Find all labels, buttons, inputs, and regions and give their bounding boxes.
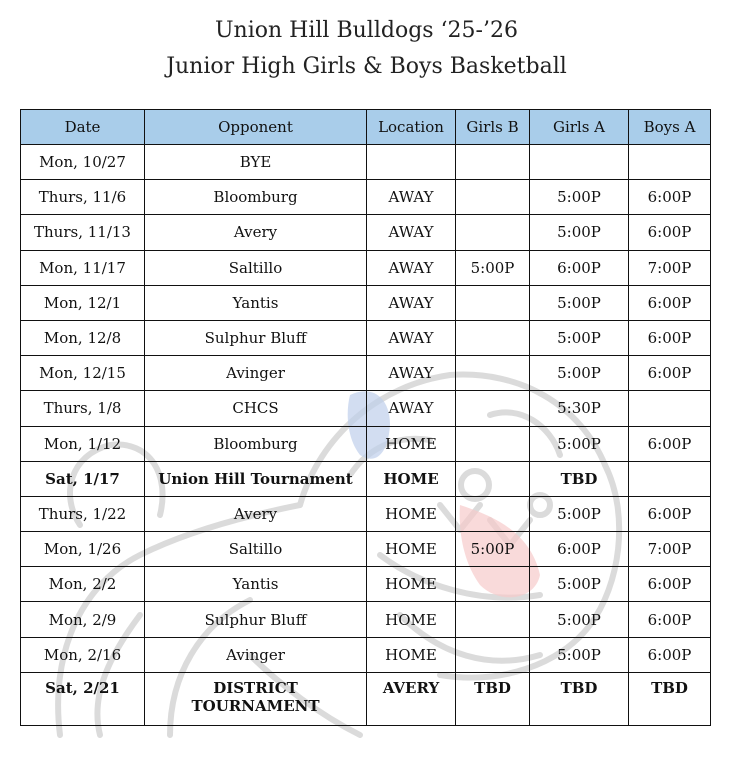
cell-boys-a: 6:00P xyxy=(629,320,711,355)
cell-girls-b xyxy=(456,426,530,461)
cell-location: HOME xyxy=(367,602,456,637)
cell-girls-b xyxy=(456,145,530,180)
cell-opponent: Bloomburg xyxy=(145,180,367,215)
cell-girls-b xyxy=(456,215,530,250)
cell-date: Thurs, 1/22 xyxy=(21,496,145,531)
cell-opponent: Yantis xyxy=(145,567,367,602)
cell-girls-a: 5:00P xyxy=(530,180,629,215)
cell-date: Thurs, 11/6 xyxy=(21,180,145,215)
cell-date: Mon, 12/8 xyxy=(21,320,145,355)
cell-girls-b xyxy=(456,567,530,602)
header-opponent: Opponent xyxy=(145,110,367,145)
cell-date: Sat, 1/17 xyxy=(21,461,145,496)
table-header-row xyxy=(21,110,711,145)
schedule-table xyxy=(20,109,711,726)
cell-location: AWAY xyxy=(367,180,456,215)
cell-date: Thurs, 11/13 xyxy=(21,215,145,250)
cell-girls-a: 5:30P xyxy=(530,391,629,426)
header-location: Location xyxy=(367,110,456,145)
cell-girls-b: 5:00P xyxy=(456,250,530,285)
cell-location: HOME xyxy=(367,567,456,602)
cell-opponent: Avery xyxy=(145,215,367,250)
cell-boys-a: 6:00P xyxy=(629,496,711,531)
cell-boys-a: 6:00P xyxy=(629,285,711,320)
cell-opponent: CHCS xyxy=(145,391,367,426)
cell-location xyxy=(367,145,456,180)
cell-boys-a: 6:00P xyxy=(629,567,711,602)
cell-opponent: Yantis xyxy=(145,285,367,320)
cell-girls-b xyxy=(456,356,530,391)
table-row-highlight xyxy=(21,672,711,725)
table-row xyxy=(21,215,711,250)
cell-girls-a xyxy=(530,145,629,180)
cell-opponent: Avinger xyxy=(145,356,367,391)
cell-opponent: Sulphur Bluff xyxy=(145,602,367,637)
cell-girls-b xyxy=(456,602,530,637)
cell-boys-a: TBD xyxy=(629,672,711,725)
header-girls-a: Girls A xyxy=(530,110,629,145)
cell-boys-a xyxy=(629,461,711,496)
cell-opponent: Saltillo xyxy=(145,250,367,285)
cell-boys-a: 6:00P xyxy=(629,180,711,215)
cell-date: Mon, 12/15 xyxy=(21,356,145,391)
cell-date: Mon, 1/26 xyxy=(21,532,145,567)
cell-girls-b xyxy=(456,285,530,320)
cell-boys-a: 6:00P xyxy=(629,426,711,461)
cell-boys-a: 6:00P xyxy=(629,215,711,250)
cell-girls-a: 5:00P xyxy=(530,285,629,320)
cell-location: AWAY xyxy=(367,356,456,391)
cell-girls-b xyxy=(456,461,530,496)
page-title: Union Hill Bulldogs ‘25-’26 xyxy=(215,18,518,43)
cell-girls-a: 5:00P xyxy=(530,637,629,672)
cell-girls-a: 6:00P xyxy=(530,532,629,567)
cell-location: HOME xyxy=(367,461,456,496)
cell-boys-a xyxy=(629,145,711,180)
cell-girls-b xyxy=(456,496,530,531)
table-row xyxy=(21,391,711,426)
cell-girls-b: TBD xyxy=(456,672,530,725)
cell-location: AWAY xyxy=(367,320,456,355)
cell-girls-a: TBD xyxy=(530,672,629,725)
cell-girls-a: 5:00P xyxy=(530,602,629,637)
table-row xyxy=(21,180,711,215)
table-row xyxy=(21,145,711,180)
cell-opponent: DISTRICT TOURNAMENT xyxy=(145,672,367,725)
cell-girls-a: 5:00P xyxy=(530,567,629,602)
table-row xyxy=(21,320,711,355)
cell-location: AWAY xyxy=(367,215,456,250)
cell-girls-b: 5:00P xyxy=(456,532,530,567)
table-row xyxy=(21,532,711,567)
cell-girls-b xyxy=(456,180,530,215)
cell-opponent: Union Hill Tournament xyxy=(145,461,367,496)
cell-girls-b xyxy=(456,637,530,672)
cell-opponent: Sulphur Bluff xyxy=(145,320,367,355)
table-row xyxy=(21,285,711,320)
cell-location: HOME xyxy=(367,426,456,461)
cell-girls-a: 5:00P xyxy=(530,356,629,391)
cell-girls-a: 5:00P xyxy=(530,496,629,531)
cell-location: AWAY xyxy=(367,250,456,285)
cell-girls-a: TBD xyxy=(530,461,629,496)
header-date: Date xyxy=(21,110,145,145)
cell-girls-a: 5:00P xyxy=(530,215,629,250)
table-row xyxy=(21,602,711,637)
cell-boys-a: 6:00P xyxy=(629,356,711,391)
cell-location: AVERY xyxy=(367,672,456,725)
cell-location: AWAY xyxy=(367,391,456,426)
cell-date: Mon, 2/9 xyxy=(21,602,145,637)
cell-opponent: BYE xyxy=(145,145,367,180)
table-row xyxy=(21,567,711,602)
cell-date: Mon, 2/16 xyxy=(21,637,145,672)
cell-date: Mon, 2/2 xyxy=(21,567,145,602)
table-row xyxy=(21,426,711,461)
cell-date: Thurs, 1/8 xyxy=(21,391,145,426)
cell-location: HOME xyxy=(367,496,456,531)
cell-boys-a: 7:00P xyxy=(629,250,711,285)
table-row-highlight xyxy=(21,461,711,496)
cell-location: HOME xyxy=(367,637,456,672)
cell-opponent: Avery xyxy=(145,496,367,531)
cell-boys-a: 6:00P xyxy=(629,637,711,672)
cell-opponent: Saltillo xyxy=(145,532,367,567)
cell-girls-b xyxy=(456,320,530,355)
cell-girls-a: 6:00P xyxy=(530,250,629,285)
cell-opponent: Avinger xyxy=(145,637,367,672)
cell-location: AWAY xyxy=(367,285,456,320)
table-row xyxy=(21,496,711,531)
cell-boys-a: 7:00P xyxy=(629,532,711,567)
table-row xyxy=(21,250,711,285)
cell-girls-b xyxy=(456,391,530,426)
cell-girls-a: 5:00P xyxy=(530,320,629,355)
cell-date: Sat, 2/21 xyxy=(21,672,145,725)
cell-girls-a: 5:00P xyxy=(530,426,629,461)
table-row xyxy=(21,356,711,391)
cell-boys-a xyxy=(629,391,711,426)
cell-date: Mon, 1/12 xyxy=(21,426,145,461)
cell-date: Mon, 12/1 xyxy=(21,285,145,320)
header-boys-a: Boys A xyxy=(629,110,711,145)
cell-date: Mon, 11/17 xyxy=(21,250,145,285)
page-subtitle: Junior High Girls & Boys Basketball xyxy=(166,54,567,79)
header-girls-b: Girls B xyxy=(456,110,530,145)
table-row xyxy=(21,637,711,672)
cell-opponent: Bloomburg xyxy=(145,426,367,461)
cell-location: HOME xyxy=(367,532,456,567)
cell-date: Mon, 10/27 xyxy=(21,145,145,180)
cell-boys-a: 6:00P xyxy=(629,602,711,637)
